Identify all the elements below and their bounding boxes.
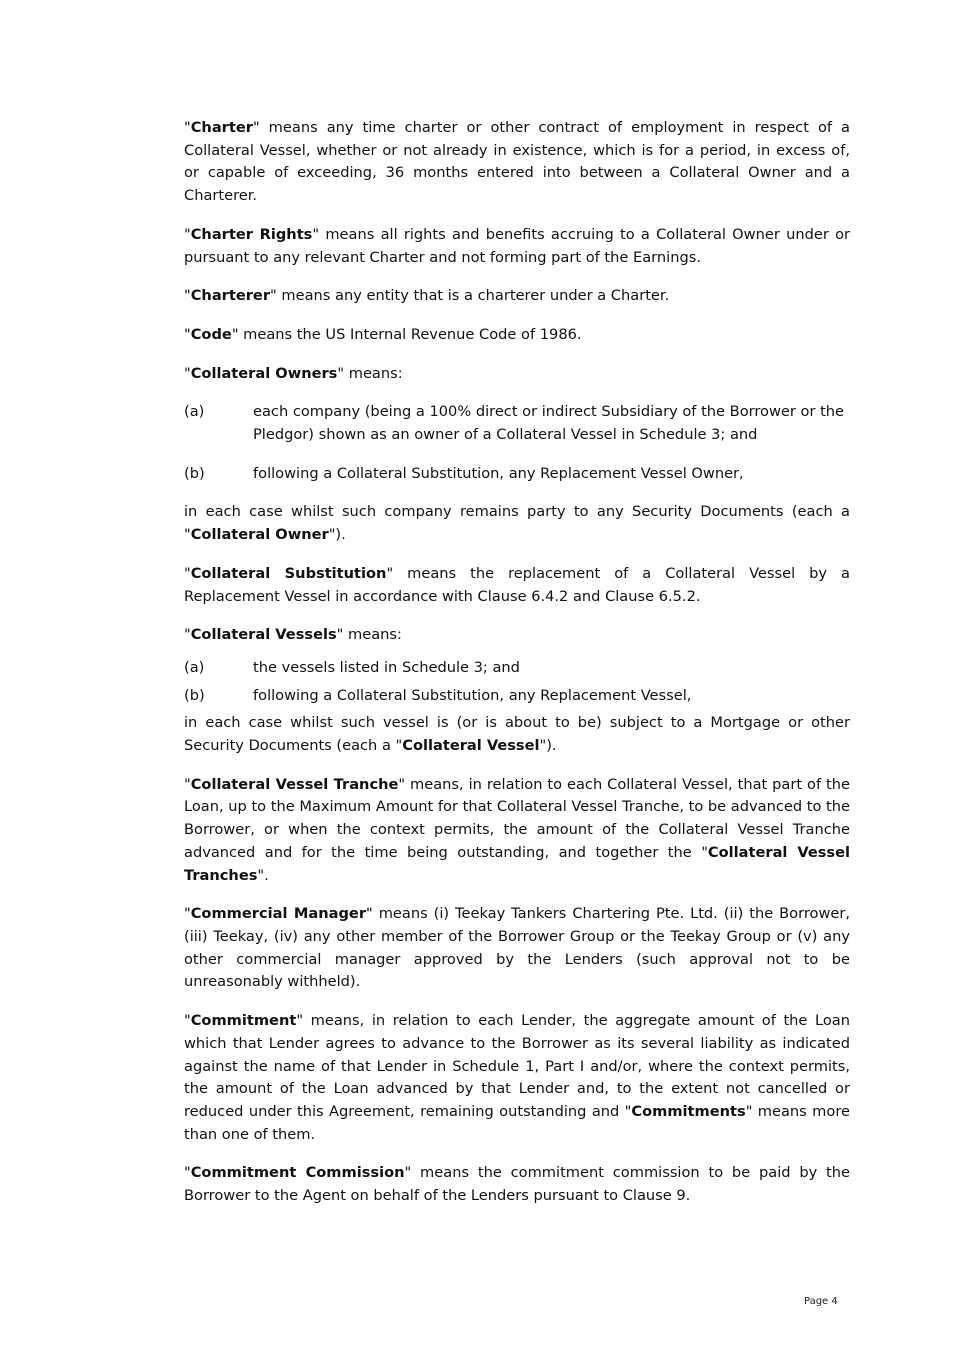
text-segment: the vessels listed in Schedule 3; and xyxy=(253,658,520,676)
text-segment: " means: xyxy=(337,364,403,382)
defined-term: Collateral Owner xyxy=(190,526,329,544)
list-item-text xyxy=(253,657,850,680)
list-marker: (b) xyxy=(184,464,205,482)
list-item-text xyxy=(253,685,850,708)
text-segment: " xyxy=(184,626,191,644)
defined-term: Charter xyxy=(190,119,253,136)
defined-term: Code xyxy=(190,325,232,343)
list-item xyxy=(184,401,850,446)
text-segment: " means all rights and benefits accruing to a Collateral Owner under or pursuant to any relevant Charter and not forming part of the Earnings. xyxy=(184,225,850,266)
defined-term: Collateral Substitution xyxy=(190,564,387,582)
text-segment: " xyxy=(184,1164,191,1182)
list-item-text xyxy=(253,401,850,446)
text-segment: " xyxy=(184,119,191,136)
text-segment: " xyxy=(184,325,191,343)
text-segment: " xyxy=(184,564,191,582)
list-marker: (a) xyxy=(184,403,205,421)
text-segment: in each case whilst such company remains party to any Security Documents (each a " xyxy=(184,503,850,544)
text-segment: " means: xyxy=(336,626,402,644)
defined-term: Charterer xyxy=(190,287,271,305)
defined-term: Collateral Vessel xyxy=(402,737,540,755)
list-marker: (a) xyxy=(184,658,205,676)
page-number: Page 4 xyxy=(804,1296,838,1307)
list-item xyxy=(184,685,850,708)
text-segment: following a Collateral Substitution, any Replacement Vessel Owner, xyxy=(253,464,744,482)
defined-term: Collateral Vessel Tranches xyxy=(184,843,850,884)
text-segment: each company (being a 100% direct or indirect Subsidiary of the Borrower or the Pledgor) shown as an owner of a Collateral Vessel in Schedule 3; and xyxy=(253,403,845,444)
text-segment: " xyxy=(184,225,191,243)
text-segment: " means, in relation to each Lender, the aggregate amount of the Loan which that Lender agrees to advance to the Borrower as its several liability as indicated against the name of that Lender in Schedule 1, Part I and/or, where the context permits, the amount of the Loan advanced by that Lender and, to the extent not cancelled or reduced under this Agreement, remaining outstanding and " xyxy=(184,1012,850,1120)
text-segment: " means any entity that is a charterer under a Charter. xyxy=(270,287,670,305)
list-marker: (b) xyxy=(184,686,205,704)
definition-paragraph xyxy=(184,624,850,647)
text-segment: " xyxy=(184,775,191,793)
defined-term: Commitments xyxy=(631,1102,746,1120)
defined-term: Commercial Manager xyxy=(190,905,367,923)
definition-paragraph xyxy=(184,774,850,888)
text-segment: in each case whilst such vessel is (or is about to be) subject to a Mortgage or other Security Documents (each a " xyxy=(184,714,850,755)
text-segment: " means (i) Teekay Tankers Chartering Pte. Ltd. (ii) the Borrower, (iii) Teekay, (iv) any other member of the Borrower Group or the Teekay Group or (v) any other commercial manager approved by the Lenders (such approval not to be unreasonably withheld). xyxy=(184,905,850,991)
definition-paragraph xyxy=(184,563,850,608)
definition-paragraph xyxy=(184,224,850,269)
text-segment: " xyxy=(184,1012,191,1030)
definition-paragraph xyxy=(184,903,850,994)
text-segment: "). xyxy=(539,737,557,755)
list-item-text xyxy=(253,463,850,486)
defined-term: Commitment Commission xyxy=(190,1164,405,1182)
text-segment: " means more than one of them. xyxy=(184,1102,850,1143)
defined-term: Commitment xyxy=(190,1012,297,1030)
definition-paragraph xyxy=(184,324,850,347)
definition-paragraph xyxy=(184,285,850,308)
list-item xyxy=(184,657,850,680)
text-segment: ". xyxy=(257,866,269,884)
definition-paragraph xyxy=(184,501,850,546)
text-segment: " means the US Internal Revenue Code of 1986. xyxy=(231,325,582,343)
definition-paragraph xyxy=(184,712,850,757)
defined-term: Collateral Vessels xyxy=(190,626,337,644)
text-segment: " means the commitment commission to be paid by the Borrower to the Agent on behalf of the Lenders pursuant to Clause 9. xyxy=(184,1164,850,1205)
defined-term: Collateral Vessel Tranche xyxy=(190,775,399,793)
text-segment: "). xyxy=(328,526,346,544)
defined-term: Collateral Owners xyxy=(190,364,338,382)
defined-term: Charter Rights xyxy=(190,225,313,243)
text-segment: " xyxy=(184,364,191,382)
text-segment: " means the replacement of a Collateral Vessel by a Replacement Vessel in accordance with Clause 6.4.2 and Clause 6.5.2. xyxy=(184,564,850,605)
definition-paragraph xyxy=(184,363,850,386)
list-item xyxy=(184,463,850,486)
definition-paragraph xyxy=(184,1010,850,1146)
text-segment: following a Collateral Substitution, any Replacement Vessel, xyxy=(253,686,692,704)
definition-paragraph xyxy=(184,1162,850,1207)
text-segment: " means, in relation to each Collateral Vessel, that part of the Loan, up to the Maximum Amount for that Collateral Vessel Tranche, to be advanced to the Borrower, or when the context permits, the amount of the Collateral Vessel Tranche advanced and for the time being outstanding, and together the " xyxy=(184,775,850,861)
text-segment: " xyxy=(184,287,191,305)
text-segment: " xyxy=(184,905,191,923)
document-body xyxy=(184,117,850,1224)
text-segment: " means any time charter or other contract of employment in respect of a Collateral Vessel, whether or not already in existence, which is for a period, in excess of, or capable of exceeding, 36 months entered into between a Collateral Owner and a Charterer. xyxy=(184,119,850,205)
definition-paragraph xyxy=(184,117,850,208)
